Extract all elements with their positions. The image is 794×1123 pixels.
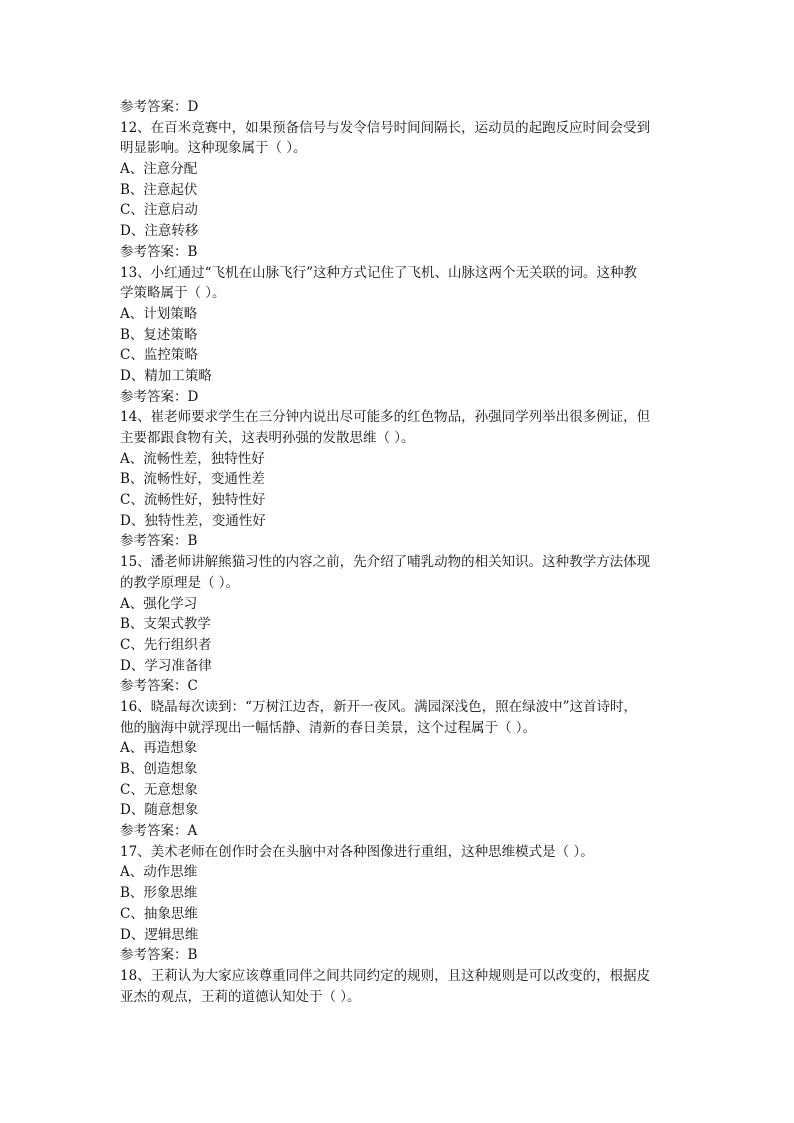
- option-a: A、流畅性差，独特性好: [120, 450, 265, 467]
- option-a: A、注意分配: [120, 161, 198, 178]
- option-a: A、计划策略: [120, 305, 198, 322]
- answer-line: 参考答案：B: [120, 243, 198, 260]
- option-c: C、监控策略: [120, 347, 198, 364]
- answer-line: 参考答案：B: [120, 947, 198, 964]
- question-stem-line: 16、晓晶每次读到：“万树江边杏，新开一夜风。满园深浅色，照在绿波中”这首诗时，: [120, 698, 637, 715]
- question-stem-line: 学策略属于（ ）。: [120, 285, 226, 302]
- question-stem-line: 13、小红通过“飞机在山脉飞行”这种方式记住了飞机、山脉这两个无关联的词。这种教: [120, 264, 637, 281]
- question-stem-line: 14、崔老师要求学生在三分钟内说出尽可能多的红色物品，孙强同学列举出很多例证，但: [120, 409, 651, 426]
- option-c: C、注意启动: [120, 202, 198, 219]
- question-stem-line: 他的脑海中就浮现出一幅恬静、清新的春日美景，这个过程属于（ ）。: [120, 719, 537, 736]
- question-18: [120, 966, 676, 1007]
- question-stem-line: 12、在百米竞赛中，如果预备信号与发令信号时间间隔长，运动员的起跑反应时间会受到: [120, 119, 651, 136]
- question-17: [120, 842, 676, 966]
- option-c: C、抽象思维: [120, 905, 198, 922]
- option-d: D、注意转移: [120, 223, 199, 240]
- question-stem-line: 18、王莉认为大家应该尊重同伴之间共同约定的规则，且这种规则是可以改变的，根据皮: [120, 967, 651, 984]
- option-d: D、随意想象: [120, 802, 199, 819]
- question-14: [120, 407, 676, 552]
- question-stem-line: 主要都跟食物有关，这表明孙强的发散思维（ ）。: [120, 430, 415, 446]
- answer-line: 参考答案：A: [120, 823, 198, 840]
- option-b: B、支架式教学: [120, 616, 211, 633]
- option-d: D、独特性差，变通性好: [120, 512, 266, 529]
- option-b: B、复述策略: [120, 326, 198, 343]
- option-c: C、无意想象: [120, 781, 198, 798]
- option-a: A、动作思维: [120, 864, 198, 881]
- option-a: A、强化学习: [120, 595, 198, 612]
- answer-line: 参考答案：C: [120, 678, 198, 695]
- option-b: B、创造想象: [120, 761, 198, 777]
- question-stem-line: 的教学原理是（ ）。: [120, 574, 240, 591]
- option-d: D、精加工策略: [120, 367, 212, 384]
- option-d: D、学习准备律: [120, 657, 212, 674]
- answer-line: 参考答案：D: [120, 388, 199, 405]
- question-12: [120, 118, 676, 263]
- question-stem-line: 15、潘老师讲解熊猫习性的内容之前，先介绍了哺乳动物的相关知识。这种教学方法体现: [120, 554, 651, 571]
- option-c: C、流畅性好，独特性好: [120, 492, 266, 509]
- question-13: [120, 263, 676, 408]
- option-d: D、逻辑思维: [120, 926, 199, 943]
- option-b: B、注意起伏: [120, 181, 198, 198]
- question-stem-line: 明显影响。这种现象属于（ ）。: [120, 140, 307, 157]
- answer-line: 参考答案：D: [120, 99, 199, 115]
- option-a: A、再造想象: [120, 740, 198, 757]
- question-stem-line: 17、美术老师在创作时会在头脑中对各种图像进行重组，这种思维模式是（ ）。: [120, 843, 594, 860]
- document-page: [120, 97, 676, 1007]
- option-b: B、流畅性好，变通性差: [120, 471, 265, 488]
- option-b: B、形象思维: [120, 885, 198, 902]
- question-15: [120, 552, 676, 697]
- answer-line: 参考答案：B: [120, 533, 198, 550]
- option-c: C、先行组织者: [120, 636, 212, 653]
- question-stem-line: 亚杰的观点，王莉的道德认知处于（ ）。: [120, 988, 361, 1005]
- question-16: [120, 697, 676, 842]
